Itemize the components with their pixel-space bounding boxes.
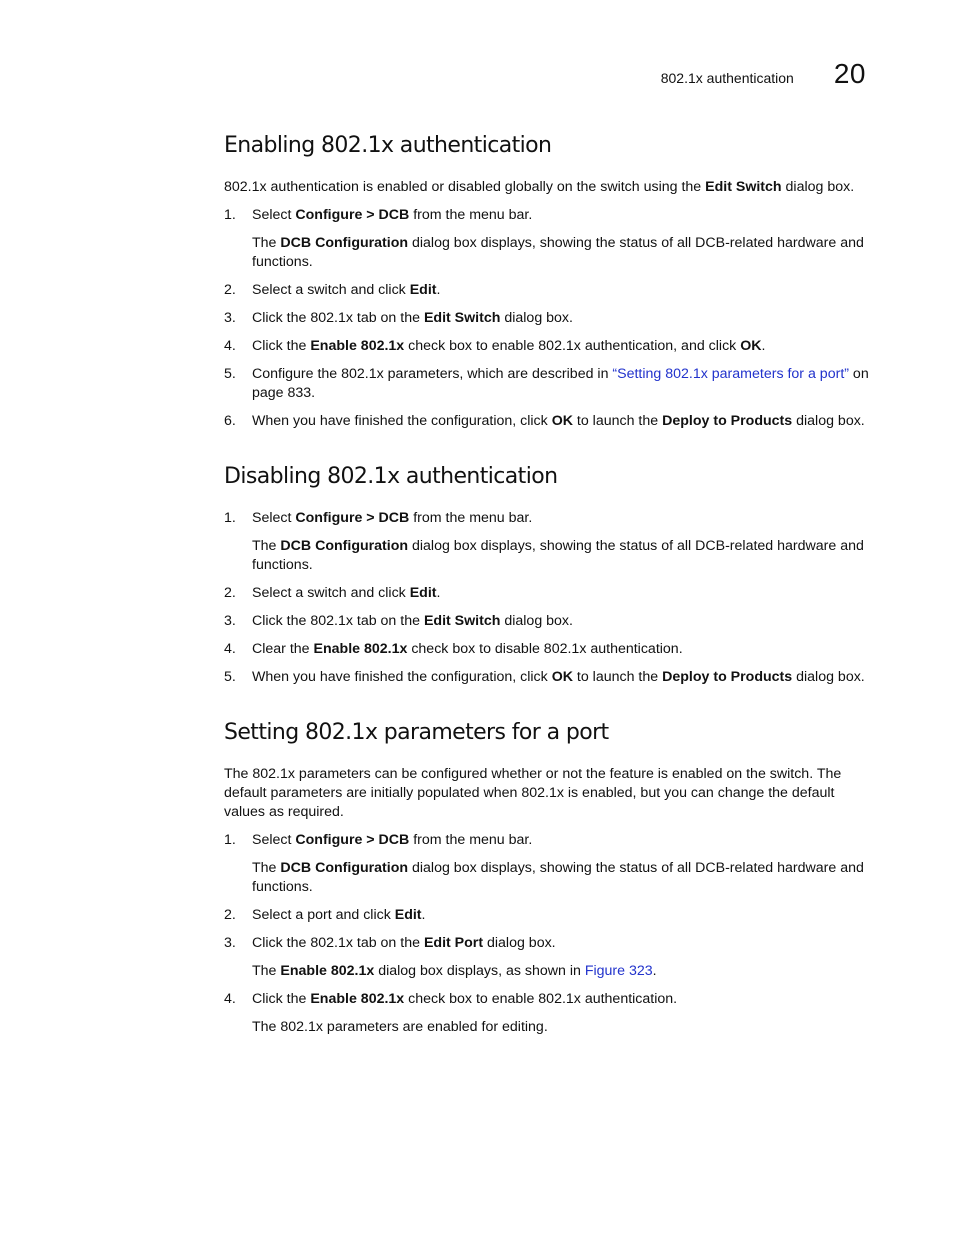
step-number: 4. bbox=[224, 338, 236, 354]
steps-list-disabling bbox=[224, 509, 870, 687]
step-number: 5. bbox=[224, 366, 236, 382]
ui-term: Edit bbox=[409, 585, 437, 601]
list-item bbox=[224, 281, 870, 300]
ui-term: DCB Configuration bbox=[280, 235, 409, 251]
text: dialog box displays, showing the status of all DCB-related hardware and functions. bbox=[252, 538, 864, 573]
text: When you have finished the configuration, click bbox=[252, 669, 552, 685]
list-item bbox=[224, 509, 870, 575]
section-heading-disabling: Disabling 802.1x authentication bbox=[224, 464, 558, 489]
text: Select bbox=[252, 832, 296, 848]
list-item bbox=[224, 934, 870, 981]
ui-term: Edit Switch bbox=[705, 179, 782, 195]
text: The bbox=[252, 235, 281, 251]
text: Click the 802.1x tab on the bbox=[252, 613, 424, 629]
ui-term: DCB Configuration bbox=[280, 538, 409, 554]
text: Click the bbox=[252, 991, 311, 1007]
text: Select a switch and click bbox=[252, 585, 410, 601]
step-number: 3. bbox=[224, 935, 236, 951]
step-note bbox=[252, 859, 870, 897]
text: Click the 802.1x tab on the bbox=[252, 310, 424, 326]
text: Click the bbox=[252, 338, 311, 354]
step-number: 3. bbox=[224, 613, 236, 629]
text: check box to enable 802.1x authentication. bbox=[404, 991, 678, 1007]
text: to launch the bbox=[572, 669, 663, 685]
section-intro bbox=[224, 178, 870, 197]
text: Click the 802.1x tab on the bbox=[252, 935, 424, 951]
list-item bbox=[224, 337, 870, 356]
ui-term: Enable 802.1x bbox=[313, 641, 408, 657]
list-item bbox=[224, 309, 870, 328]
text: dialog box. bbox=[500, 613, 573, 629]
list-item bbox=[224, 831, 870, 897]
text: Select bbox=[252, 510, 296, 526]
step-note bbox=[252, 234, 870, 272]
list-item bbox=[224, 365, 870, 403]
step-number: 4. bbox=[224, 641, 236, 657]
ui-term: OK bbox=[740, 338, 762, 354]
list-item bbox=[224, 612, 870, 631]
text: from the menu bar. bbox=[409, 207, 533, 223]
text: When you have finished the configuration, click bbox=[252, 413, 552, 429]
ui-term: Edit Port bbox=[423, 935, 484, 951]
chapter-number: 20 bbox=[833, 58, 866, 89]
text: dialog box. bbox=[483, 935, 556, 951]
ui-term: Configure > DCB bbox=[295, 207, 410, 223]
step-number: 3. bbox=[224, 310, 236, 326]
cross-reference-link[interactable]: “Setting 802.1x parameters for a port” bbox=[612, 366, 849, 382]
step-number: 4. bbox=[224, 991, 236, 1007]
ui-term: Edit Switch bbox=[423, 310, 501, 326]
ui-term: Configure > DCB bbox=[295, 832, 410, 848]
text: dialog box. bbox=[781, 179, 855, 195]
ui-term: DCB Configuration bbox=[280, 860, 409, 876]
step-note bbox=[252, 537, 870, 575]
list-item bbox=[224, 640, 870, 659]
text: The bbox=[252, 963, 281, 979]
list-item bbox=[224, 584, 870, 603]
running-header bbox=[661, 58, 866, 90]
ui-term: Deploy to Products bbox=[662, 413, 793, 429]
text: dialog box displays, showing the status of all DCB-related hardware and functions. bbox=[252, 860, 864, 895]
step-number: 2. bbox=[224, 907, 236, 923]
ui-term: Edit Switch bbox=[423, 613, 501, 629]
page-content bbox=[224, 128, 870, 1046]
text: from the menu bar. bbox=[409, 510, 533, 526]
text: dialog box displays, showing the status of all DCB-related hardware and functions. bbox=[252, 235, 864, 270]
text: dialog box. bbox=[792, 413, 865, 429]
text: The bbox=[252, 538, 281, 554]
text: . bbox=[761, 338, 766, 354]
section-heading-setting-parameters: Setting 802.1x parameters for a port bbox=[224, 720, 609, 745]
text: . bbox=[436, 585, 441, 601]
text: . bbox=[421, 907, 426, 923]
step-number: 5. bbox=[224, 669, 236, 685]
ui-term: Edit bbox=[409, 282, 437, 298]
ui-term: Edit bbox=[394, 907, 422, 923]
running-header-title: 802.1x authentication bbox=[660, 70, 794, 86]
text: from the menu bar. bbox=[409, 832, 533, 848]
text: The bbox=[252, 860, 281, 876]
text: Select a switch and click bbox=[252, 282, 410, 298]
step-note bbox=[252, 962, 870, 981]
text: Select bbox=[252, 207, 296, 223]
text: . bbox=[652, 963, 657, 979]
list-item bbox=[224, 906, 870, 925]
ui-term: Enable 802.1x bbox=[280, 963, 375, 979]
ui-term: Enable 802.1x bbox=[310, 338, 405, 354]
figure-link[interactable]: Figure 323 bbox=[584, 963, 653, 979]
text: . bbox=[436, 282, 441, 298]
text: check box to enable 802.1x authentication, and click bbox=[404, 338, 741, 354]
list-item bbox=[224, 668, 870, 687]
text: Select a port and click bbox=[252, 907, 395, 923]
step-number: 2. bbox=[224, 585, 236, 601]
step-number: 2. bbox=[224, 282, 236, 298]
step-number: 1. bbox=[224, 207, 236, 223]
text: to launch the bbox=[572, 413, 663, 429]
text: dialog box. bbox=[792, 669, 865, 685]
list-item bbox=[224, 412, 870, 431]
ui-term: OK bbox=[551, 413, 573, 429]
steps-list-enabling bbox=[224, 206, 870, 431]
ui-term: Deploy to Products bbox=[662, 669, 793, 685]
text: Clear the bbox=[252, 641, 314, 657]
text: Configure the 802.1x parameters, which are described in bbox=[252, 366, 613, 382]
ui-term: Configure > DCB bbox=[295, 510, 410, 526]
list-item bbox=[224, 990, 870, 1037]
ui-term: Enable 802.1x bbox=[310, 991, 405, 1007]
steps-list-setting bbox=[224, 831, 870, 1037]
section-intro: The 802.1x parameters can be configured whether or not the feature is enabled on the switch. The default parameters are initially populated when 802.1x is enabled, but you can change the default values as required. bbox=[224, 766, 842, 820]
step-number: 1. bbox=[224, 510, 236, 526]
text: dialog box displays, as shown in bbox=[374, 963, 585, 979]
list-item bbox=[224, 206, 870, 272]
ui-term: OK bbox=[551, 669, 573, 685]
step-note: The 802.1x parameters are enabled for editing. bbox=[252, 1019, 548, 1035]
text: dialog box. bbox=[500, 310, 573, 326]
step-number: 1. bbox=[224, 832, 236, 848]
step-number: 6. bbox=[224, 413, 236, 429]
text: on page 833. bbox=[252, 366, 869, 401]
text: 802.1x authentication is enabled or disabled globally on the switch using the bbox=[224, 179, 706, 195]
section-heading-enabling: Enabling 802.1x authentication bbox=[224, 133, 552, 158]
text: check box to disable 802.1x authentication. bbox=[407, 641, 683, 657]
